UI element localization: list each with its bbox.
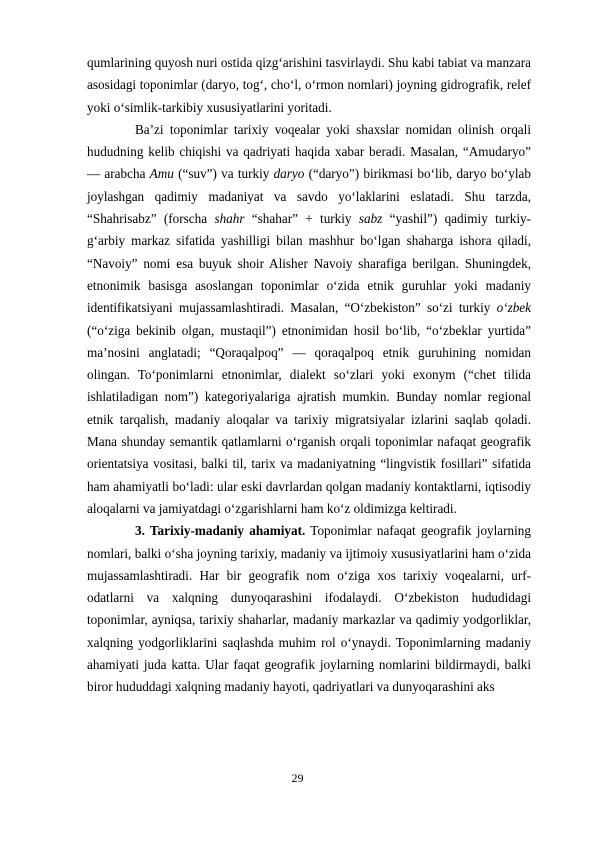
paragraph-2-text: “yashil”) qadimiy turkiy-g‘arbiy markaz sifatida yashilligi bilan mashhur bo‘lgan shaharga ishora qiladi, “Navoiy” nomi esa buyuk shoir Alisher Navoiy sharafiga berilgan. Shuningdek, etnonimik basisga asoslangan toponimlar o‘zida etnik guruhlar yoki madaniy identifikatsiyani mujassamlashtiradi. Masalan, “O‘zbekiston” so‘zi turkiy — [87, 211, 532, 316]
term-daryo: daryo — [273, 166, 305, 182]
term-amu: Amu — [149, 166, 174, 182]
paragraph-3-text: Toponimlar nafaqat geografik joylarning nomlari, balki o‘sha joyning tarixiy, madaniy va ijtimoiy xususiyatlarini ham o‘zida mujassamlashtiradi. Har bir geografik nom o‘ziga xos tarixiy voqealarni, urf-odatlarni va xalqning dunyoqarashini ifodalaydi. O‘zbekiston hududidagi toponimlar, ayniqsa, tarixiy shaharlar, madaniy markazlar va qadimiy yodgorliklar, xalqning yodgorliklarini saqlashda muhim rol o‘ynaydi. Toponimlarning madaniy ahamiyati juda katta. Ular faqat geografik joylarning nomlarini bildirmaydi, balki biror hududdagi xalqning madaniy hayoti, qadriyatlari va dunyoqarashini aks — [87, 523, 531, 695]
section-heading: 3. Tarixiy-madaniy ahamiyat. — [135, 523, 306, 539]
term-ozbek: o‘zbek — [496, 300, 531, 316]
paragraph-2-text: “shahar” + turkiy — [244, 211, 359, 227]
paragraph-1 — [87, 52, 531, 119]
paragraph-2-text: (“o‘ziga bekinib olgan, mustaqil”) etnonimidan hosil bo‘lib, “o‘zbeklar yurtida” ma’nosini anglatadi; “Qoraqalpoq” — qoraqalpoq etnik guruhining nomidan olingan. To‘ponimlarni etnonimlar, dialekt so‘zlari yoki exonym (“chet tilida ishlatiladigan nom”) kategoriyalariga ajratish mumkin. Bunday nomlar regional etnik tarqalish, madaniy aloqalar va tarixiy migratsiyalar izlarini saqlab qoladi. Mana shunday semantik qatlamlarni o‘rganish orqali toponimlar nafaqat geografik orientatsiya vositasi, balki til, tarix va madaniyatning “lingvistik fosillari” sifatida ham ahamiyatli bo‘ladi: ular eski davrlardan qolgan madaniy kontaktlarni, iqtisodiy aloqalarni va jamiyatdagi o‘zgarishlarni ham ko‘z oldimizga keltiradi. — [87, 322, 531, 516]
paragraph-2 — [87, 119, 531, 520]
paragraph-2-text: (“suv”) va turkiy — [173, 166, 274, 182]
paragraph-3 — [87, 520, 531, 698]
page-number: 29 — [291, 771, 304, 785]
term-shahr: shahr — [214, 211, 245, 227]
body-text — [87, 52, 531, 699]
term-sabz: sabz — [358, 211, 383, 227]
paragraph-2-text: (“daryo”) birikmasi bo‘lib, daryo bo‘ylab joylashgan qadimiy madaniyat va savdo yo‘laklarini eslatadi. Shu tarzda, “Shahrisabz” (forscha — [87, 166, 531, 227]
paragraph-2-text: Ba’zi toponimlar tarixiy voqealar yoki shaxslar nomidan olinish orqali hududning kelib chiqishi va qadriyati haqida xabar beradi. Masalan, “Amudaryo” — arabcha — [87, 121, 531, 182]
paragraph-1-text: qumlarining quyosh nuri ostida qizg‘arishini tasvirlaydi. Shu kabi tabiat va manzara asosidagi toponimlar (daryo, tog‘, cho‘l, o‘rmon nomlari) joyning gidrografik, relef yoki o‘simlik-tarkibiy xususiyatlarini yoritadi. — [87, 55, 531, 115]
